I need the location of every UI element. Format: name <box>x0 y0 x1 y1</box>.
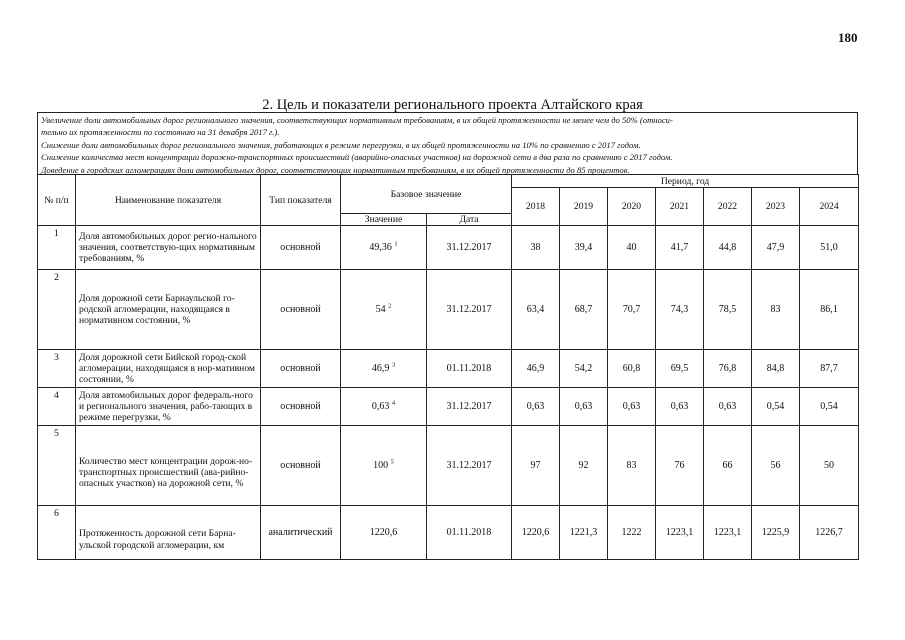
year-value: 74,3 <box>656 270 704 350</box>
year-value: 76,8 <box>704 350 752 388</box>
header-period: Период, год <box>512 175 859 188</box>
row-number: 2 <box>38 270 76 350</box>
footnote-marker: 5 <box>390 458 394 466</box>
section-title: 2. Цель и показатели регионального проекта Алтайского края <box>262 97 643 113</box>
year-value: 68,7 <box>560 270 608 350</box>
base-value <box>341 388 427 426</box>
table-row <box>38 388 859 426</box>
goal-line: Снижение доли автомобильных дорог регионального значения, работающих в режиме перегрузки, в их общей протяженности на 10% по сравнению с 2017 годом. <box>41 139 641 150</box>
indicator-name: Доля дорожной сети Бийской город-ской агломерации, находящаяся в нор-мативном состоянии, % <box>76 350 261 388</box>
row-number: 6 <box>38 506 76 560</box>
year-value: 60,8 <box>608 350 656 388</box>
year-value: 50 <box>800 426 859 506</box>
year-value: 44,8 <box>704 226 752 270</box>
goal-line: Увеличение доли автомобильных дорог регионального значения, соответствующих нормативным требованиям, в их общей протяженности не менее чем до 50% (относи- <box>41 115 673 125</box>
base-value-number: 54 <box>375 304 386 315</box>
base-value-number: 100 <box>373 460 389 471</box>
base-value-number: 46,9 <box>371 363 390 374</box>
base-value <box>341 426 427 506</box>
year-value: 51,0 <box>800 226 859 270</box>
year-value: 63,4 <box>512 270 560 350</box>
year-value: 76 <box>656 426 704 506</box>
indicator-name: Протяженность дорожной сети Барна-ульской городской агломерации, км <box>76 506 261 560</box>
year-value: 1223,1 <box>704 506 752 560</box>
table-row <box>38 350 859 388</box>
year-value: 0,63 <box>608 388 656 426</box>
year-value: 1226,7 <box>800 506 859 560</box>
indicator-name: Доля автомобильных дорог регио-нального значения, соответствую-щих нормативным требованиям, % <box>76 226 261 270</box>
header-base-date: Дата <box>427 214 512 226</box>
base-value <box>341 350 427 388</box>
base-date: 01.11.2018 <box>427 506 512 560</box>
year-value: 0,63 <box>560 388 608 426</box>
indicator-type: аналитический <box>261 506 341 560</box>
year-value: 0,63 <box>656 388 704 426</box>
base-value-number: 0,63 <box>371 401 390 412</box>
indicator-name: Количество мест концентрации дорож-но-транспортных происшествий (ава-рийно-опасных участков) на дорожной сети, % <box>76 426 261 506</box>
goal-line: Доведение в городских агломерациях доли автомобильных дорог, соответствующих нормативным требованиям, в их общей протяженности до 85 процентов. <box>41 164 630 175</box>
base-value-number: 49,36 <box>369 242 392 253</box>
year-value: 70,7 <box>608 270 656 350</box>
row-number: 1 <box>38 226 76 270</box>
year-value: 69,5 <box>656 350 704 388</box>
year-value: 92 <box>560 426 608 506</box>
year-value: 41,7 <box>656 226 704 270</box>
base-value <box>341 506 427 560</box>
row-number: 3 <box>38 350 76 388</box>
footnote-marker: 1 <box>394 240 398 248</box>
year-value: 1220,6 <box>512 506 560 560</box>
year-value: 66 <box>704 426 752 506</box>
base-date: 31.12.2017 <box>427 270 512 350</box>
page-number: 180 <box>838 30 858 45</box>
year-value: 0,63 <box>704 388 752 426</box>
indicator-name: Доля автомобильных дорог федераль-ного и регионального значения, рабо-тающих в режиме перегрузки, % <box>76 388 261 426</box>
table-row <box>38 506 859 560</box>
indicator-type: основной <box>261 350 341 388</box>
row-number: 4 <box>38 388 76 426</box>
year-value: 56 <box>752 426 800 506</box>
base-value-number: 1220,6 <box>369 527 398 538</box>
year-value: 0,54 <box>800 388 859 426</box>
header-year: 2022 <box>704 188 752 226</box>
base-value <box>341 226 427 270</box>
year-value: 1221,3 <box>560 506 608 560</box>
year-value: 39,4 <box>560 226 608 270</box>
header-name: Наименование показателя <box>76 175 261 226</box>
row-number: 5 <box>38 426 76 506</box>
indicator-type: основной <box>261 270 341 350</box>
footnote-marker: 4 <box>391 399 396 407</box>
table-row <box>38 270 859 350</box>
indicators-table <box>37 174 859 560</box>
goal-line: Снижение количества мест концентрации дорожно-транспортных происшествий (аварийно-опасных участков) на дорожной сети в два раза по сравнению с 2017 годом. <box>41 152 673 163</box>
table-row <box>38 426 859 506</box>
year-value: 83 <box>752 270 800 350</box>
year-value: 97 <box>512 426 560 506</box>
header-type: Тип показателя <box>261 175 341 226</box>
header-year: 2023 <box>752 188 800 226</box>
year-value: 78,5 <box>704 270 752 350</box>
year-value: 38 <box>512 226 560 270</box>
footnote-marker: 3 <box>391 361 396 369</box>
goal-description <box>37 112 858 174</box>
year-value: 1222 <box>608 506 656 560</box>
indicator-type: основной <box>261 426 341 506</box>
header-year: 2021 <box>656 188 704 226</box>
header-year: 2019 <box>560 188 608 226</box>
year-value: 83 <box>608 426 656 506</box>
indicator-type: основной <box>261 226 341 270</box>
header-num: № п/п <box>38 175 76 226</box>
base-value <box>341 270 427 350</box>
year-value: 86,1 <box>800 270 859 350</box>
base-date: 31.12.2017 <box>427 426 512 506</box>
year-value: 46,9 <box>512 350 560 388</box>
year-value: 1223,1 <box>656 506 704 560</box>
base-date: 31.12.2017 <box>427 388 512 426</box>
year-value: 1225,9 <box>752 506 800 560</box>
goal-line: тельно их протяженности по состоянию на 31 декабря 2017 г.). <box>41 127 280 138</box>
year-value: 47,9 <box>752 226 800 270</box>
year-value: 87,7 <box>800 350 859 388</box>
table-row <box>38 226 859 270</box>
indicator-name: Доля дорожной сети Барнаульской го-родской агломерации, находящаяся в нормативном состоянии, % <box>76 270 261 350</box>
year-value: 54,2 <box>560 350 608 388</box>
year-value: 84,8 <box>752 350 800 388</box>
year-value: 0,63 <box>512 388 560 426</box>
header-year: 2018 <box>512 188 560 226</box>
header-base-value: Значение <box>341 214 427 226</box>
header-year: 2024 <box>800 188 859 226</box>
year-value: 40 <box>608 226 656 270</box>
base-date: 31.12.2017 <box>427 226 512 270</box>
header-row <box>38 175 859 188</box>
base-date: 01.11.2018 <box>427 350 512 388</box>
year-value: 0,54 <box>752 388 800 426</box>
header-base: Базовое значение <box>341 175 512 214</box>
footnote-marker: 2 <box>388 302 392 310</box>
indicator-type: основной <box>261 388 341 426</box>
header-year: 2020 <box>608 188 656 226</box>
